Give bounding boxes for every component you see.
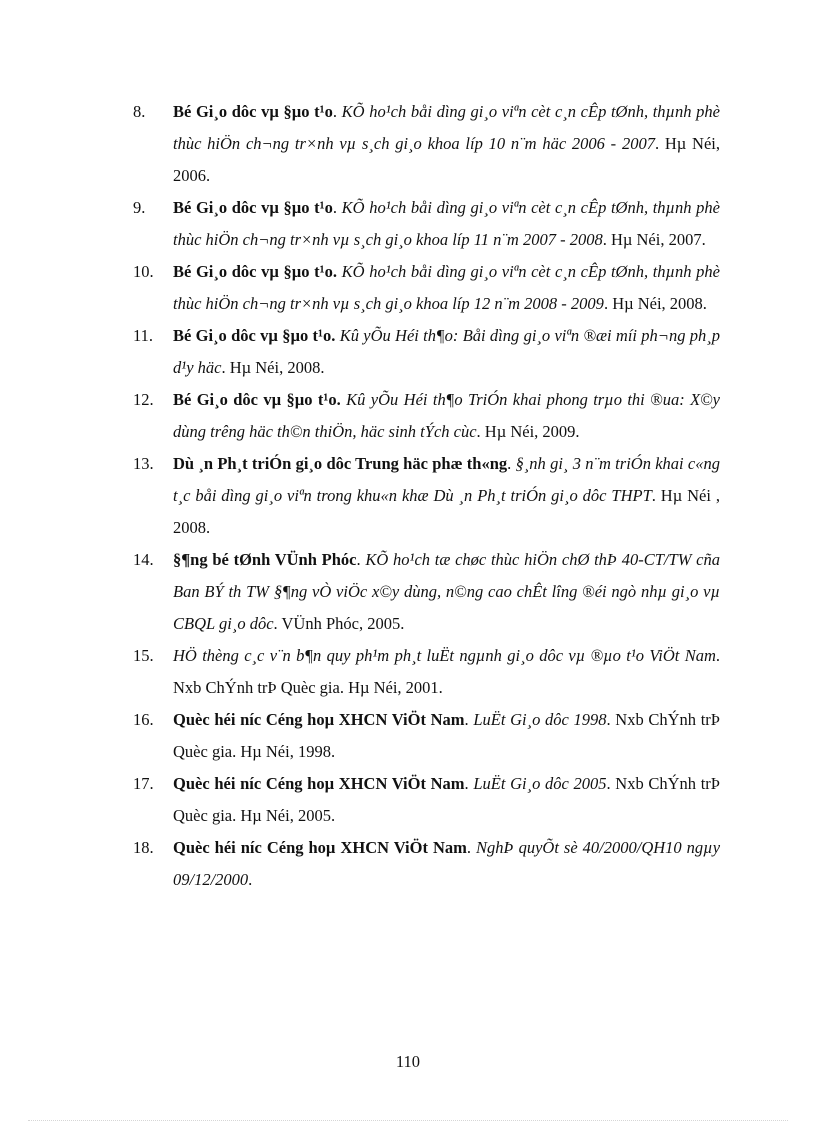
reference-publication: . Nxb ChÝnh trÞ Quèc gia. Hµ Néi, 2001.	[173, 646, 720, 697]
page-bottom-divider	[28, 1120, 788, 1121]
reference-separator: .	[464, 774, 474, 793]
reference-author: Bé Gi¸o dôc vµ §µo t¹o.	[173, 390, 341, 409]
reference-number: 9.	[133, 198, 146, 217]
reference-author: §¶ng bé tØnh VÜnh Phóc	[173, 550, 357, 569]
reference-separator: .	[356, 550, 366, 569]
reference-number: 18.	[133, 838, 154, 857]
reference-publication: . Nxb ChÝnh trÞ Quèc gia. Hµ Néi, 2005.	[173, 774, 720, 825]
reference-number: 8.	[133, 102, 146, 121]
reference-number: 10.	[133, 262, 154, 281]
reference-list	[133, 96, 720, 896]
reference-title: LuËt Gi¸o dôc 2005	[473, 774, 607, 793]
reference-item	[133, 320, 720, 384]
reference-title: Kû yÕu Héi th¶o TriÓn khai phong trµo thi ®ua: X©y dùng trêng häc th©n thiÖn, häc sinh tÝch cùc	[173, 390, 721, 441]
reference-publication: . Hµ Néi, 2009.	[476, 422, 580, 441]
reference-publication: .	[248, 870, 253, 889]
reference-publication: . Hµ Néi, 2006.	[173, 134, 720, 185]
page-number: 110	[395, 1052, 421, 1071]
reference-item	[133, 384, 720, 448]
reference-number: 17.	[133, 774, 154, 793]
reference-author: Bé Gi¸o dôc vµ §µo t¹o	[173, 198, 333, 217]
reference-publication: . Hµ Néi, 2008.	[221, 358, 325, 377]
reference-title: NghÞ quyÕt sè 40/2000/QH10 ngµy 09/12/2000	[173, 838, 721, 889]
reference-title: §¸nh gi¸ 3 n¨m triÓn khai c«ng t¸c båi dìng gi¸o viªn trong khu«n khæ Dù ¸n Ph¸t triÓn gi¸o dôc THPT	[173, 454, 720, 505]
reference-title: Kû yÕu Héi th¶o: Båi dìng gi¸o viªn ®æi míi ph¬ng ph¸p d¹y häc	[173, 326, 720, 377]
reference-item	[133, 448, 720, 544]
reference-author: Quèc héi níc Céng hoµ XHCN ViÖt Nam	[173, 774, 465, 793]
reference-item	[133, 768, 720, 832]
reference-separator: .	[466, 838, 477, 857]
reference-number: 14.	[133, 550, 154, 569]
reference-separator: .	[464, 710, 474, 729]
reference-title: KÕ ho¹ch båi dìng gi¸o viªn cèt c¸n cÊp tØnh, thµnh phè thùc hiÖn ch¬ng tr×nh vµ s¸ch gi¸o khoa líp 12 n¨m 2008 - 2009	[173, 262, 721, 313]
reference-item	[133, 96, 720, 192]
reference-title: HÖ thèng c¸c v¨n b¶n quy ph¹m ph¸t luËt ngµnh gi¸o dôc vµ ®µo t¹o ViÖt Nam	[173, 646, 716, 665]
reference-separator: .	[507, 454, 516, 473]
reference-title: KÕ ho¹ch båi dìng gi¸o viªn cèt c¸n cÊp tØnh, thµnh phè thùc hiÖn ch¬ng tr×nh vµ s¸ch gi¸o khoa líp 10 n¨m häc 2006 - 2007	[173, 102, 721, 153]
reference-author: Bé Gi¸o dôc vµ §µo t¹o	[173, 102, 333, 121]
reference-title: KÕ ho¹ch båi dìng gi¸o viªn cèt c¸n cÊp tØnh, thµnh phè thùc hiÖn ch¬ng tr×nh vµ s¸ch gi¸o khoa líp 11 n¨m 2007 - 2008	[173, 198, 721, 249]
reference-item	[133, 192, 720, 256]
reference-item	[133, 640, 720, 704]
reference-publication: . VÜnh Phóc, 2005.	[273, 614, 405, 633]
reference-number: 13.	[133, 454, 154, 473]
reference-item	[133, 256, 720, 320]
reference-item	[133, 544, 720, 640]
reference-separator: .	[332, 102, 342, 121]
reference-author: Quèc héi níc Céng hoµ XHCN ViÖt Nam	[173, 838, 467, 857]
reference-publication: . Hµ Néi , 2008.	[173, 486, 720, 537]
reference-item	[133, 704, 720, 768]
reference-author: Quèc héi níc Céng hoµ XHCN ViÖt Nam	[173, 710, 465, 729]
reference-publication: . Hµ Néi, 2007.	[602, 230, 706, 249]
reference-publication: . Nxb ChÝnh trÞ Quèc gia. Hµ Néi, 1998.	[173, 710, 720, 761]
reference-publication: . Hµ Néi, 2008.	[603, 294, 707, 313]
reference-author: Dù ¸n Ph¸t triÓn gi¸o dôc Trung häc phæ th«ng	[173, 454, 508, 473]
reference-number: 16.	[133, 710, 154, 729]
reference-number: 11.	[133, 326, 154, 345]
reference-author: Bé Gi¸o dôc vµ §µo t¹o.	[173, 326, 336, 345]
reference-number: 12.	[133, 390, 154, 409]
reference-title: KÕ ho¹ch tæ chøc thùc hiÖn chØ thÞ 40-CT/TW cña Ban BÝ th TW §¶ng vÒ viÖc x©y dùng, n©ng cao chÊt lîng ®éi ngò nhµ gi¸o vµ CBQL gi¸o dôc	[173, 550, 721, 633]
reference-item	[133, 832, 720, 896]
reference-number: 15.	[133, 646, 154, 665]
reference-author: Bé Gi¸o dôc vµ §µo t¹o.	[173, 262, 337, 281]
reference-separator: .	[332, 198, 342, 217]
reference-title: LuËt Gi¸o dôc 1998	[473, 710, 607, 729]
